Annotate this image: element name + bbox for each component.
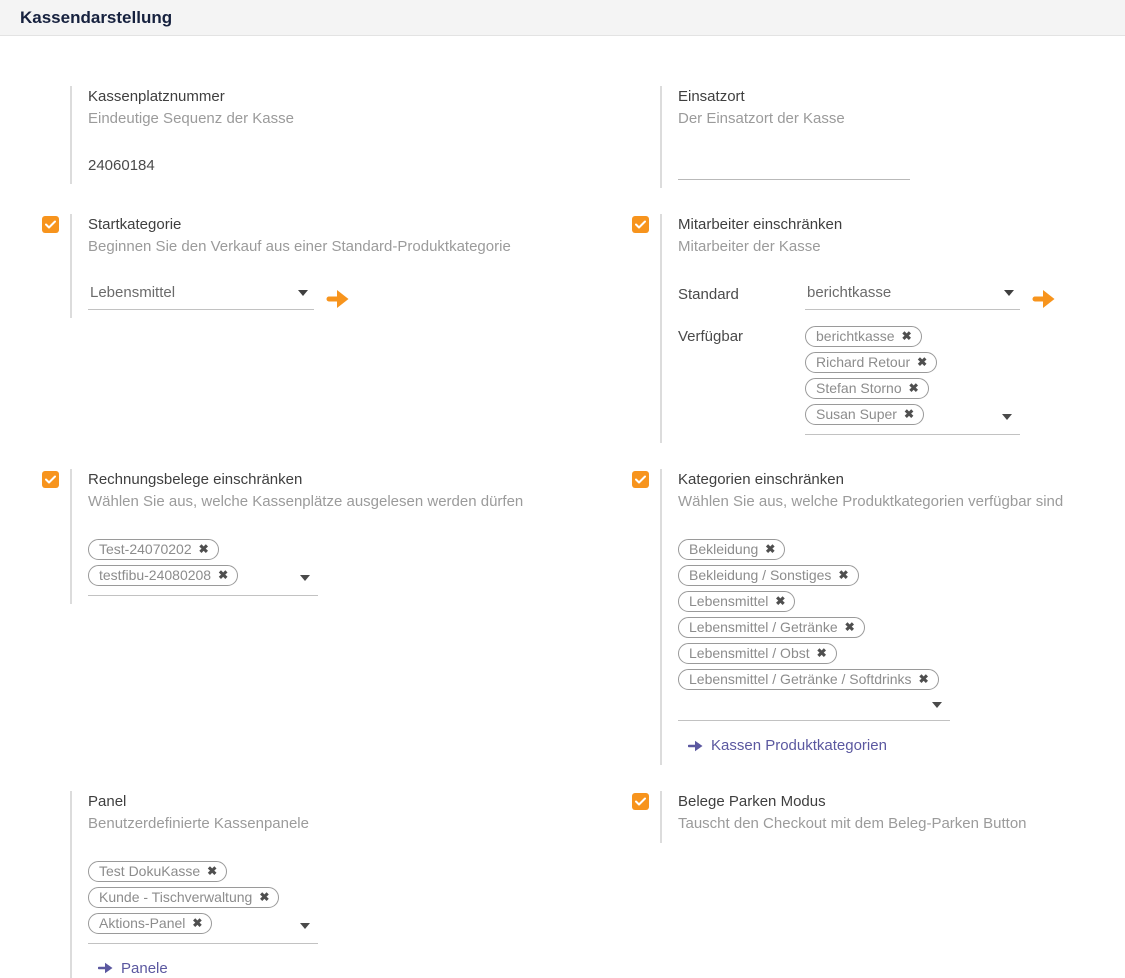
remove-tag-icon[interactable]: ✖ bbox=[207, 863, 218, 878]
field-rechnungsbelege bbox=[42, 469, 632, 604]
startkategorie-checkbox[interactable] bbox=[42, 216, 59, 233]
field-hint: Mitarbeiter der Kasse bbox=[678, 238, 821, 255]
tag bbox=[678, 565, 859, 586]
remove-tag-icon[interactable]: ✖ bbox=[259, 889, 270, 904]
remove-tag-icon[interactable]: ✖ bbox=[918, 672, 929, 686]
kassen-produktkategorien-link[interactable] bbox=[688, 737, 887, 754]
remove-tag-icon[interactable]: ✖ bbox=[908, 381, 919, 395]
dropdown-caret-icon bbox=[1004, 290, 1014, 296]
tag bbox=[805, 378, 929, 399]
standard-mitarbeiter-select[interactable] bbox=[805, 284, 1020, 310]
tag bbox=[678, 643, 837, 664]
tag-label: berichtkasse bbox=[816, 328, 895, 344]
tag bbox=[88, 565, 238, 586]
tag bbox=[678, 591, 795, 612]
check-icon bbox=[45, 220, 56, 229]
link-arrow-icon bbox=[98, 962, 113, 974]
apply-arrow-icon[interactable] bbox=[1032, 289, 1056, 309]
field-startkategorie bbox=[42, 214, 632, 318]
field-label: Panel bbox=[88, 792, 127, 810]
dropdown-caret-icon bbox=[300, 923, 310, 929]
page-title: Kassendarstellung bbox=[20, 7, 173, 27]
tag bbox=[678, 617, 865, 638]
check-icon bbox=[45, 475, 56, 484]
standard-label: Standard bbox=[678, 286, 739, 303]
tag bbox=[88, 887, 279, 908]
check-icon bbox=[635, 475, 646, 484]
check-icon bbox=[635, 797, 646, 806]
tag bbox=[805, 352, 937, 373]
verfuegbar-label: Verfügbar bbox=[678, 328, 744, 345]
rechnungsbelege-checkbox[interactable] bbox=[42, 471, 59, 488]
field-hint: Wählen Sie aus, welche Produktkategorien verfügbar sind bbox=[678, 493, 1064, 510]
field-label: Belege Parken Modus bbox=[678, 792, 826, 810]
field-belege-parken bbox=[632, 791, 1100, 843]
field-hint: Eindeutige Sequenz der Kasse bbox=[88, 110, 294, 127]
field-hint: Der Einsatzort der Kasse bbox=[678, 110, 845, 127]
field-mitarbeiter bbox=[632, 214, 1100, 443]
checkbox-spacer bbox=[632, 86, 660, 188]
tag-label: Lebensmittel / Obst bbox=[689, 645, 810, 661]
field-label: Rechnungsbelege einschränken bbox=[88, 471, 303, 488]
remove-tag-icon[interactable]: ✖ bbox=[901, 329, 912, 343]
link-label: Kassen Produktkategorien bbox=[711, 737, 887, 754]
field-hint: Tauscht den Checkout mit dem Beleg-Parken Button bbox=[678, 814, 1027, 832]
kassenplaetze-multiselect[interactable] bbox=[88, 539, 318, 596]
remove-tag-icon[interactable]: ✖ bbox=[838, 568, 849, 582]
tag-label: Lebensmittel / Getränke / Softdrinks bbox=[689, 671, 912, 687]
tag-label: Lebensmittel bbox=[689, 593, 769, 609]
belege-parken-checkbox[interactable] bbox=[632, 793, 649, 810]
tag-label: testfibu-24080208 bbox=[99, 567, 212, 583]
checkbox-spacer bbox=[42, 791, 70, 978]
field-label: Kassenplatznummer bbox=[88, 88, 225, 105]
remove-tag-icon[interactable]: ✖ bbox=[765, 542, 776, 556]
panel-multiselect[interactable] bbox=[88, 861, 318, 944]
field-kategorien bbox=[632, 469, 1100, 765]
dropdown-caret-icon bbox=[300, 575, 310, 581]
field-hint: Wählen Sie aus, welche Kassenplätze ausgelesen werden dürfen bbox=[88, 493, 524, 510]
link-arrow-icon bbox=[688, 740, 703, 752]
tag bbox=[805, 326, 922, 347]
field-label: Mitarbeiter einschränken bbox=[678, 216, 843, 233]
mitarbeiter-checkbox[interactable] bbox=[632, 216, 649, 233]
dropdown-caret-icon bbox=[932, 702, 942, 708]
tag bbox=[88, 539, 219, 560]
selected-value: berichtkasse bbox=[807, 284, 892, 301]
field-kassenplatznummer bbox=[42, 86, 632, 184]
tag bbox=[88, 861, 227, 882]
panele-link[interactable] bbox=[98, 960, 168, 977]
field-hint: Benutzerdefinierte Kassenpanele bbox=[88, 814, 309, 832]
kategorien-multiselect[interactable] bbox=[678, 539, 950, 721]
remove-tag-icon[interactable]: ✖ bbox=[192, 915, 203, 930]
remove-tag-icon[interactable]: ✖ bbox=[816, 646, 827, 660]
startkategorie-select[interactable] bbox=[88, 284, 314, 310]
remove-tag-icon[interactable]: ✖ bbox=[775, 594, 786, 608]
einsatzort-input[interactable] bbox=[678, 156, 910, 180]
field-panel bbox=[42, 791, 632, 978]
tag-label: Richard Retour bbox=[816, 354, 911, 370]
remove-tag-icon[interactable]: ✖ bbox=[198, 542, 209, 556]
remove-tag-icon[interactable]: ✖ bbox=[844, 620, 855, 634]
tag-label: Test-24070202 bbox=[99, 541, 192, 557]
tag-label: Lebensmittel / Getränke bbox=[689, 619, 838, 635]
page-header bbox=[0, 0, 1125, 36]
dropdown-caret-icon bbox=[1002, 414, 1012, 420]
kassenplatznummer-value: 24060184 bbox=[88, 157, 155, 174]
tag bbox=[805, 404, 924, 425]
remove-tag-icon[interactable]: ✖ bbox=[917, 355, 928, 369]
field-hint: Beginnen Sie den Verkauf aus einer Standard-Produktkategorie bbox=[88, 238, 511, 255]
tag-label: Bekleidung bbox=[689, 541, 759, 557]
tag bbox=[678, 539, 785, 560]
link-label: Panele bbox=[121, 959, 168, 977]
tag bbox=[88, 913, 212, 934]
tag-label: Susan Super bbox=[816, 406, 897, 422]
verfuegbar-multiselect[interactable] bbox=[805, 326, 1020, 435]
field-label: Startkategorie bbox=[88, 216, 182, 233]
field-einsatzort bbox=[632, 86, 1100, 188]
settings-form bbox=[0, 36, 1125, 978]
apply-arrow-icon[interactable] bbox=[326, 289, 350, 309]
checkbox-spacer bbox=[42, 86, 70, 184]
tag-label: Stefan Storno bbox=[816, 380, 902, 396]
dropdown-caret-icon bbox=[298, 290, 308, 296]
selected-value: Lebensmittel bbox=[90, 284, 176, 301]
remove-tag-icon[interactable]: ✖ bbox=[903, 407, 915, 421]
tag-label: Bekleidung / Sonstiges bbox=[689, 567, 832, 583]
kategorien-checkbox[interactable] bbox=[632, 471, 649, 488]
tag bbox=[678, 669, 939, 690]
tag-label: Aktions-Panel bbox=[99, 914, 186, 931]
field-label: Einsatzort bbox=[678, 88, 745, 105]
field-label: Kategorien einschränken bbox=[678, 471, 844, 488]
tag-label: Kunde - Tischverwaltung bbox=[99, 888, 253, 905]
tag-label: Test DokuKasse bbox=[99, 862, 201, 879]
remove-tag-icon[interactable]: ✖ bbox=[218, 568, 229, 582]
check-icon bbox=[635, 220, 646, 229]
